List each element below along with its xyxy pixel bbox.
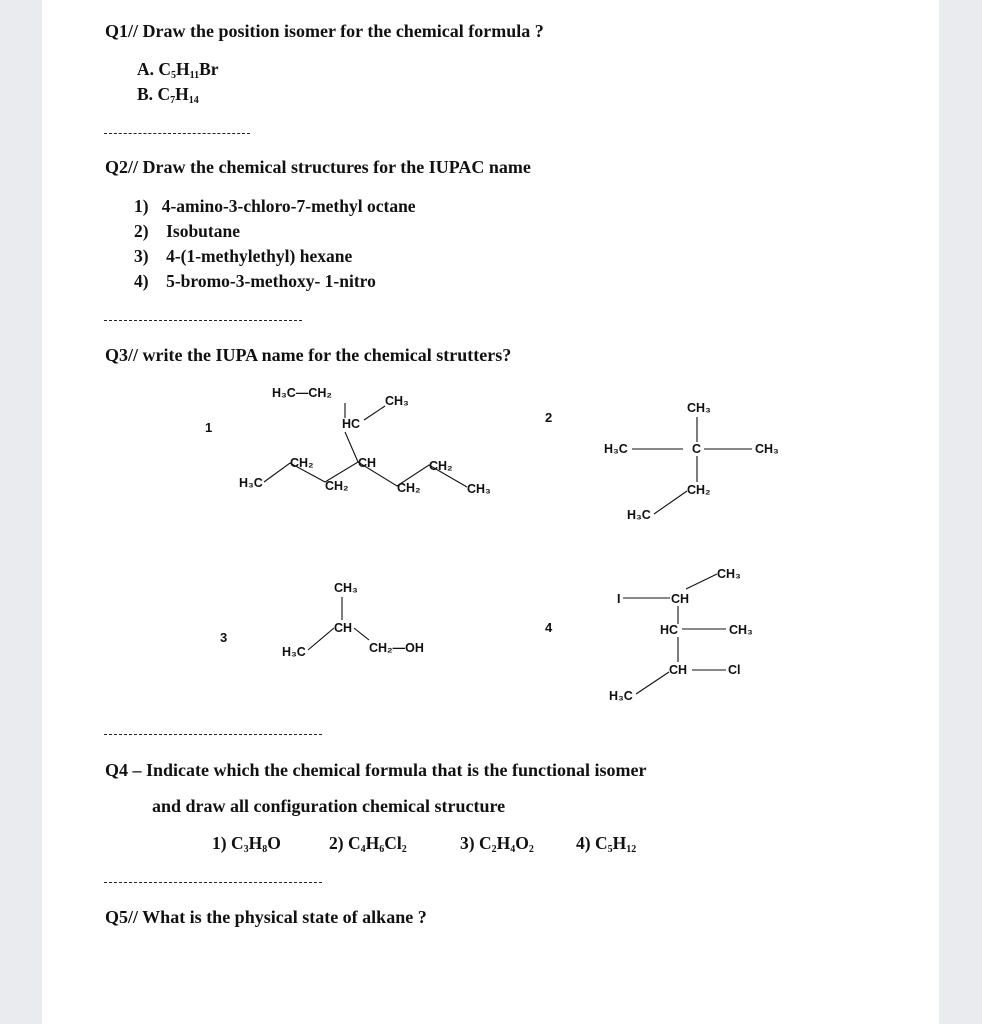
q5-title: Q5// What is the physical state of alkane ? bbox=[105, 907, 427, 927]
structure-3 bbox=[220, 581, 424, 659]
q4-option-1: 1) $C_3H_8O$ bbox=[212, 833, 281, 855]
atom-label: HC bbox=[660, 623, 679, 637]
q2-title: Q2// Draw the chemical structures for the IUPAC name bbox=[105, 157, 531, 177]
q1-title: Q1// Draw the position isomer for the chemical formula ? bbox=[105, 21, 544, 41]
atom-label: CH₃ bbox=[755, 442, 779, 456]
q1-b-formula: $C_7H_{14}$ bbox=[157, 84, 199, 106]
document-page bbox=[42, 0, 939, 1024]
divider bbox=[104, 734, 322, 735]
q3-title: Q3// write the IUPA name for the chemical strutters? bbox=[105, 345, 512, 365]
structure-1 bbox=[205, 386, 491, 496]
atom-label: CH₂ bbox=[397, 481, 421, 495]
q4-title: Q4 – Indicate which the chemical formula that is the functional isomer bbox=[105, 760, 647, 780]
atom-label: CH₃ bbox=[729, 623, 753, 637]
atom-label: H₃C—CH₂ bbox=[272, 386, 332, 400]
atom-label: CH₂ bbox=[687, 483, 711, 497]
q4-option-4: 4) $C_5H_{12}$ bbox=[576, 833, 637, 855]
atom-label: CH bbox=[671, 592, 690, 606]
atom-label: CH₂ bbox=[290, 456, 314, 470]
q4-option-3: 3) $C_2H_4O_2$ bbox=[460, 833, 534, 855]
q1-a-formula: $C_5H_{11}Br$ bbox=[158, 59, 219, 81]
q2-item: 1) 4-amino-3-chloro-7-methyl octane bbox=[134, 196, 416, 216]
atom-label: C bbox=[692, 442, 702, 456]
atom-label: CH bbox=[358, 456, 377, 470]
q4-line2: and draw all configuration chemical structure bbox=[152, 796, 506, 816]
atom-label: H₃C bbox=[239, 476, 263, 490]
atom-label: CH₃ bbox=[717, 567, 741, 581]
structure-number: 2 bbox=[545, 410, 553, 425]
structure-number: 1 bbox=[205, 420, 213, 435]
atom-label: CH₃ bbox=[687, 401, 711, 415]
q2-item: 4) 5-bromo-3-methoxy- 1-nitro bbox=[134, 271, 376, 291]
atom-label: CH₂—OH bbox=[369, 641, 424, 655]
atom-label: CH₃ bbox=[334, 581, 358, 595]
q1-a-label: A. bbox=[137, 59, 155, 79]
atom-label: CH₃ bbox=[467, 482, 491, 496]
atom-label: H₃C bbox=[282, 645, 306, 659]
atom-label: H₃C bbox=[604, 442, 628, 456]
structure-number: 3 bbox=[220, 630, 228, 645]
atom-label: CH bbox=[334, 621, 353, 635]
q3-structures bbox=[42, 0, 939, 720]
q2-item: 3) 4-(1-methylethyl) hexane bbox=[134, 246, 353, 266]
structure-number: 4 bbox=[545, 620, 553, 635]
q4-option-2: 2) $C_4H_6Cl_2$ bbox=[329, 833, 407, 855]
atom-label: CH₂ bbox=[325, 479, 349, 493]
structure-2 bbox=[545, 401, 779, 522]
atom-label: CH bbox=[669, 663, 688, 677]
divider bbox=[104, 882, 322, 883]
atom-label: H₃C bbox=[627, 508, 651, 522]
atom-label: Cl bbox=[728, 663, 741, 677]
q1-b-label: B. bbox=[137, 84, 154, 104]
atom-label: CH₂ bbox=[429, 459, 453, 473]
structure-4 bbox=[545, 567, 753, 703]
atom-label: H₃C bbox=[609, 689, 633, 703]
atom-label: HC bbox=[342, 417, 361, 431]
q2-item: 2) Isobutane bbox=[134, 221, 240, 241]
atom-label: CH₃ bbox=[385, 394, 409, 408]
atom-label: I bbox=[617, 592, 621, 606]
